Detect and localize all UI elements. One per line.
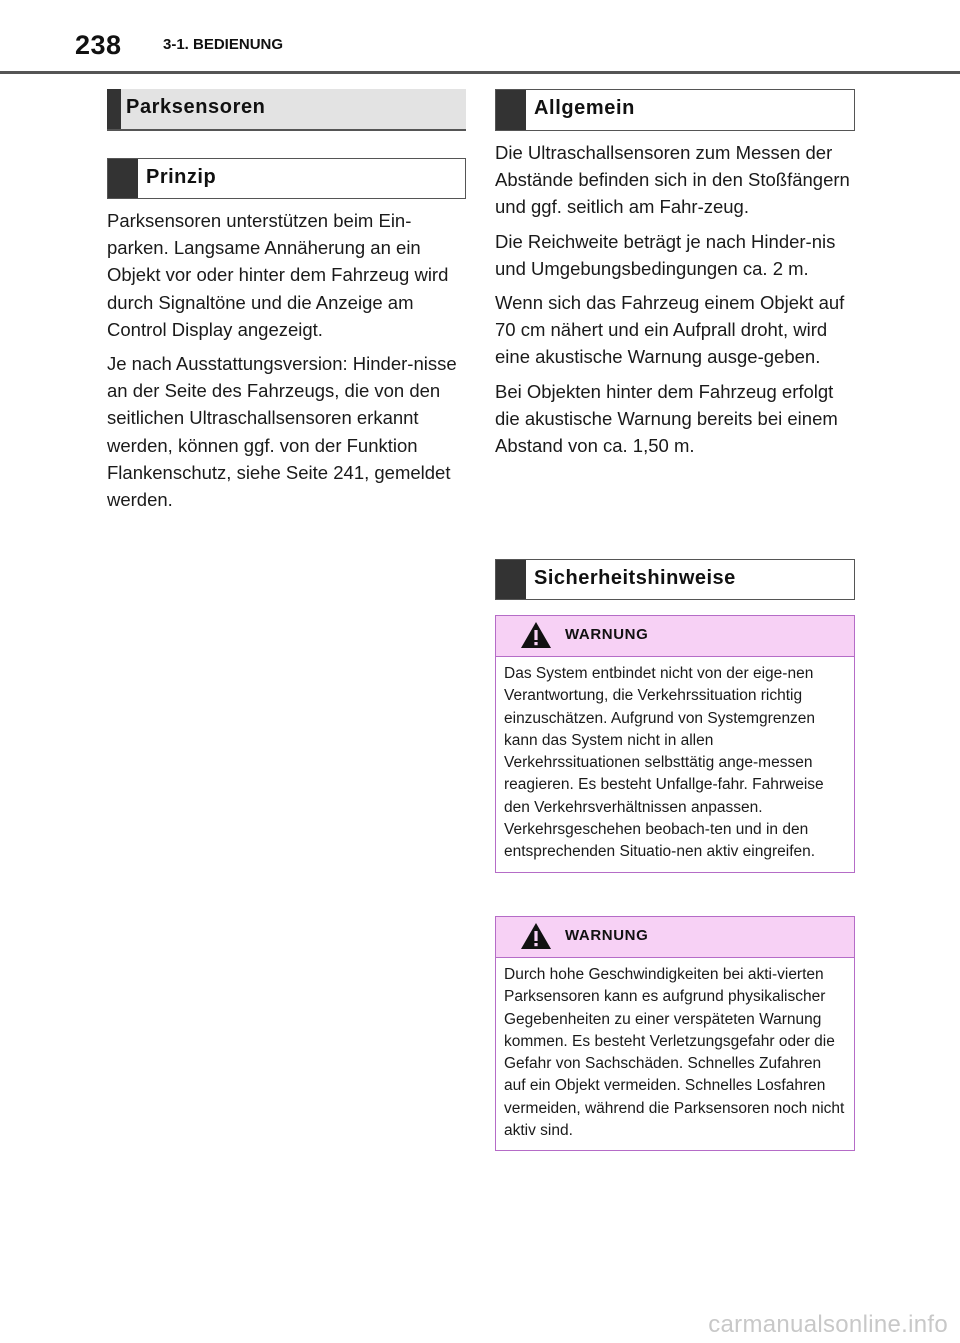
warning-title: WARNUNG [565, 927, 649, 944]
warning-text: Durch hohe Geschwindigkeiten bei akti-vierten Parksensoren kann es aufgrund physikalischer Gegebenheiten zu einer verspäteten Warnung kommen. Es besteht Verletzungsgefahr oder die Gefahr von Sachschäden. Schnelles Zufahren auf ein Objekt vermeiden. Schnelles Losfahren vermeiden, während die Parksensoren noch nicht aktiv sind. [504, 966, 845, 1140]
warning-header [496, 616, 854, 657]
warning-triangle-icon [520, 921, 552, 951]
warning-header [496, 917, 854, 958]
page-header [0, 0, 960, 75]
heading-bar [108, 159, 138, 198]
heading-title: Prinzip [146, 166, 217, 188]
allgemein-text [495, 139, 855, 466]
heading-sicherheitshinweise [495, 559, 855, 600]
paragraph: Die Ultraschallsensoren zum Messen der Abstände befinden sich in den Stoßfängern und ggf. seitlich am Fahr-zeug. [495, 142, 850, 218]
heading-parksensoren [107, 89, 466, 131]
warning-triangle-icon [520, 620, 552, 650]
heading-title: Allgemein [534, 97, 635, 119]
heading-title: Sicherheitshinweise [534, 567, 736, 589]
watermark[interactable]: carmanualsonline.info [708, 1311, 948, 1338]
warning-text: Das System entbindet nicht von der eige-nen Verantwortung, die Verkehrssituation richtig einzuschätzen. Aufgrund von Systemgrenzen kann das System nicht in allen Verkehrssituationen selbsttätig ange-messen reagieren. Es besteht Unfallge-fahr. Fahrweise den Verkehrsverhältnissen anpassen. Verkehrsgeschehen beobach-ten und in den entsprechenden Situatio-nen aktiv eingreifen. [504, 665, 824, 861]
paragraph: Wenn sich das Fahrzeug einem Objekt auf 70 cm nähert und ein Aufprall droht, wird eine akustische Warnung ausge-geben. [495, 292, 845, 368]
warning-title: WARNUNG [565, 626, 649, 643]
prinzip-text [107, 207, 466, 520]
warning-box [495, 916, 855, 1151]
warning-box [495, 615, 855, 873]
heading-bar [107, 89, 121, 129]
paragraph: Die Reichweite beträgt je nach Hinder-nis und Umgebungsbedingungen ca. 2 m. [495, 230, 836, 279]
paragraph: Bei Objekten hinter dem Fahrzeug erfolgt die akustische Warnung bereits bei einem Abstand von ca. 1,50 m. [495, 380, 838, 457]
heading-bar [496, 90, 526, 130]
paragraph: Parksensoren unterstützen beim Ein-parken. Langsame Annäherung an ein Objekt vor oder hinter dem Fahrzeug wird durch Signaltöne und die Anzeige am Control Display angezeigt. [107, 210, 449, 340]
section-label: 3-1. BEDIENUNG [163, 36, 284, 53]
header-divider [0, 71, 960, 74]
page-number: 238 [75, 30, 122, 60]
heading-prinzip [107, 158, 466, 199]
heading-bar [496, 560, 526, 599]
heading-allgemein [495, 89, 855, 131]
paragraph: Je nach Ausstattungsversion: Hinder-nisse an der Seite des Fahrzeugs, die von den seitlichen Ultraschallsensoren erkannt werden, können ggf. von der Funktion Flankenschutz, siehe Seite 241, gemeldet werden. [107, 353, 457, 511]
heading-title: Parksensoren [126, 96, 266, 118]
